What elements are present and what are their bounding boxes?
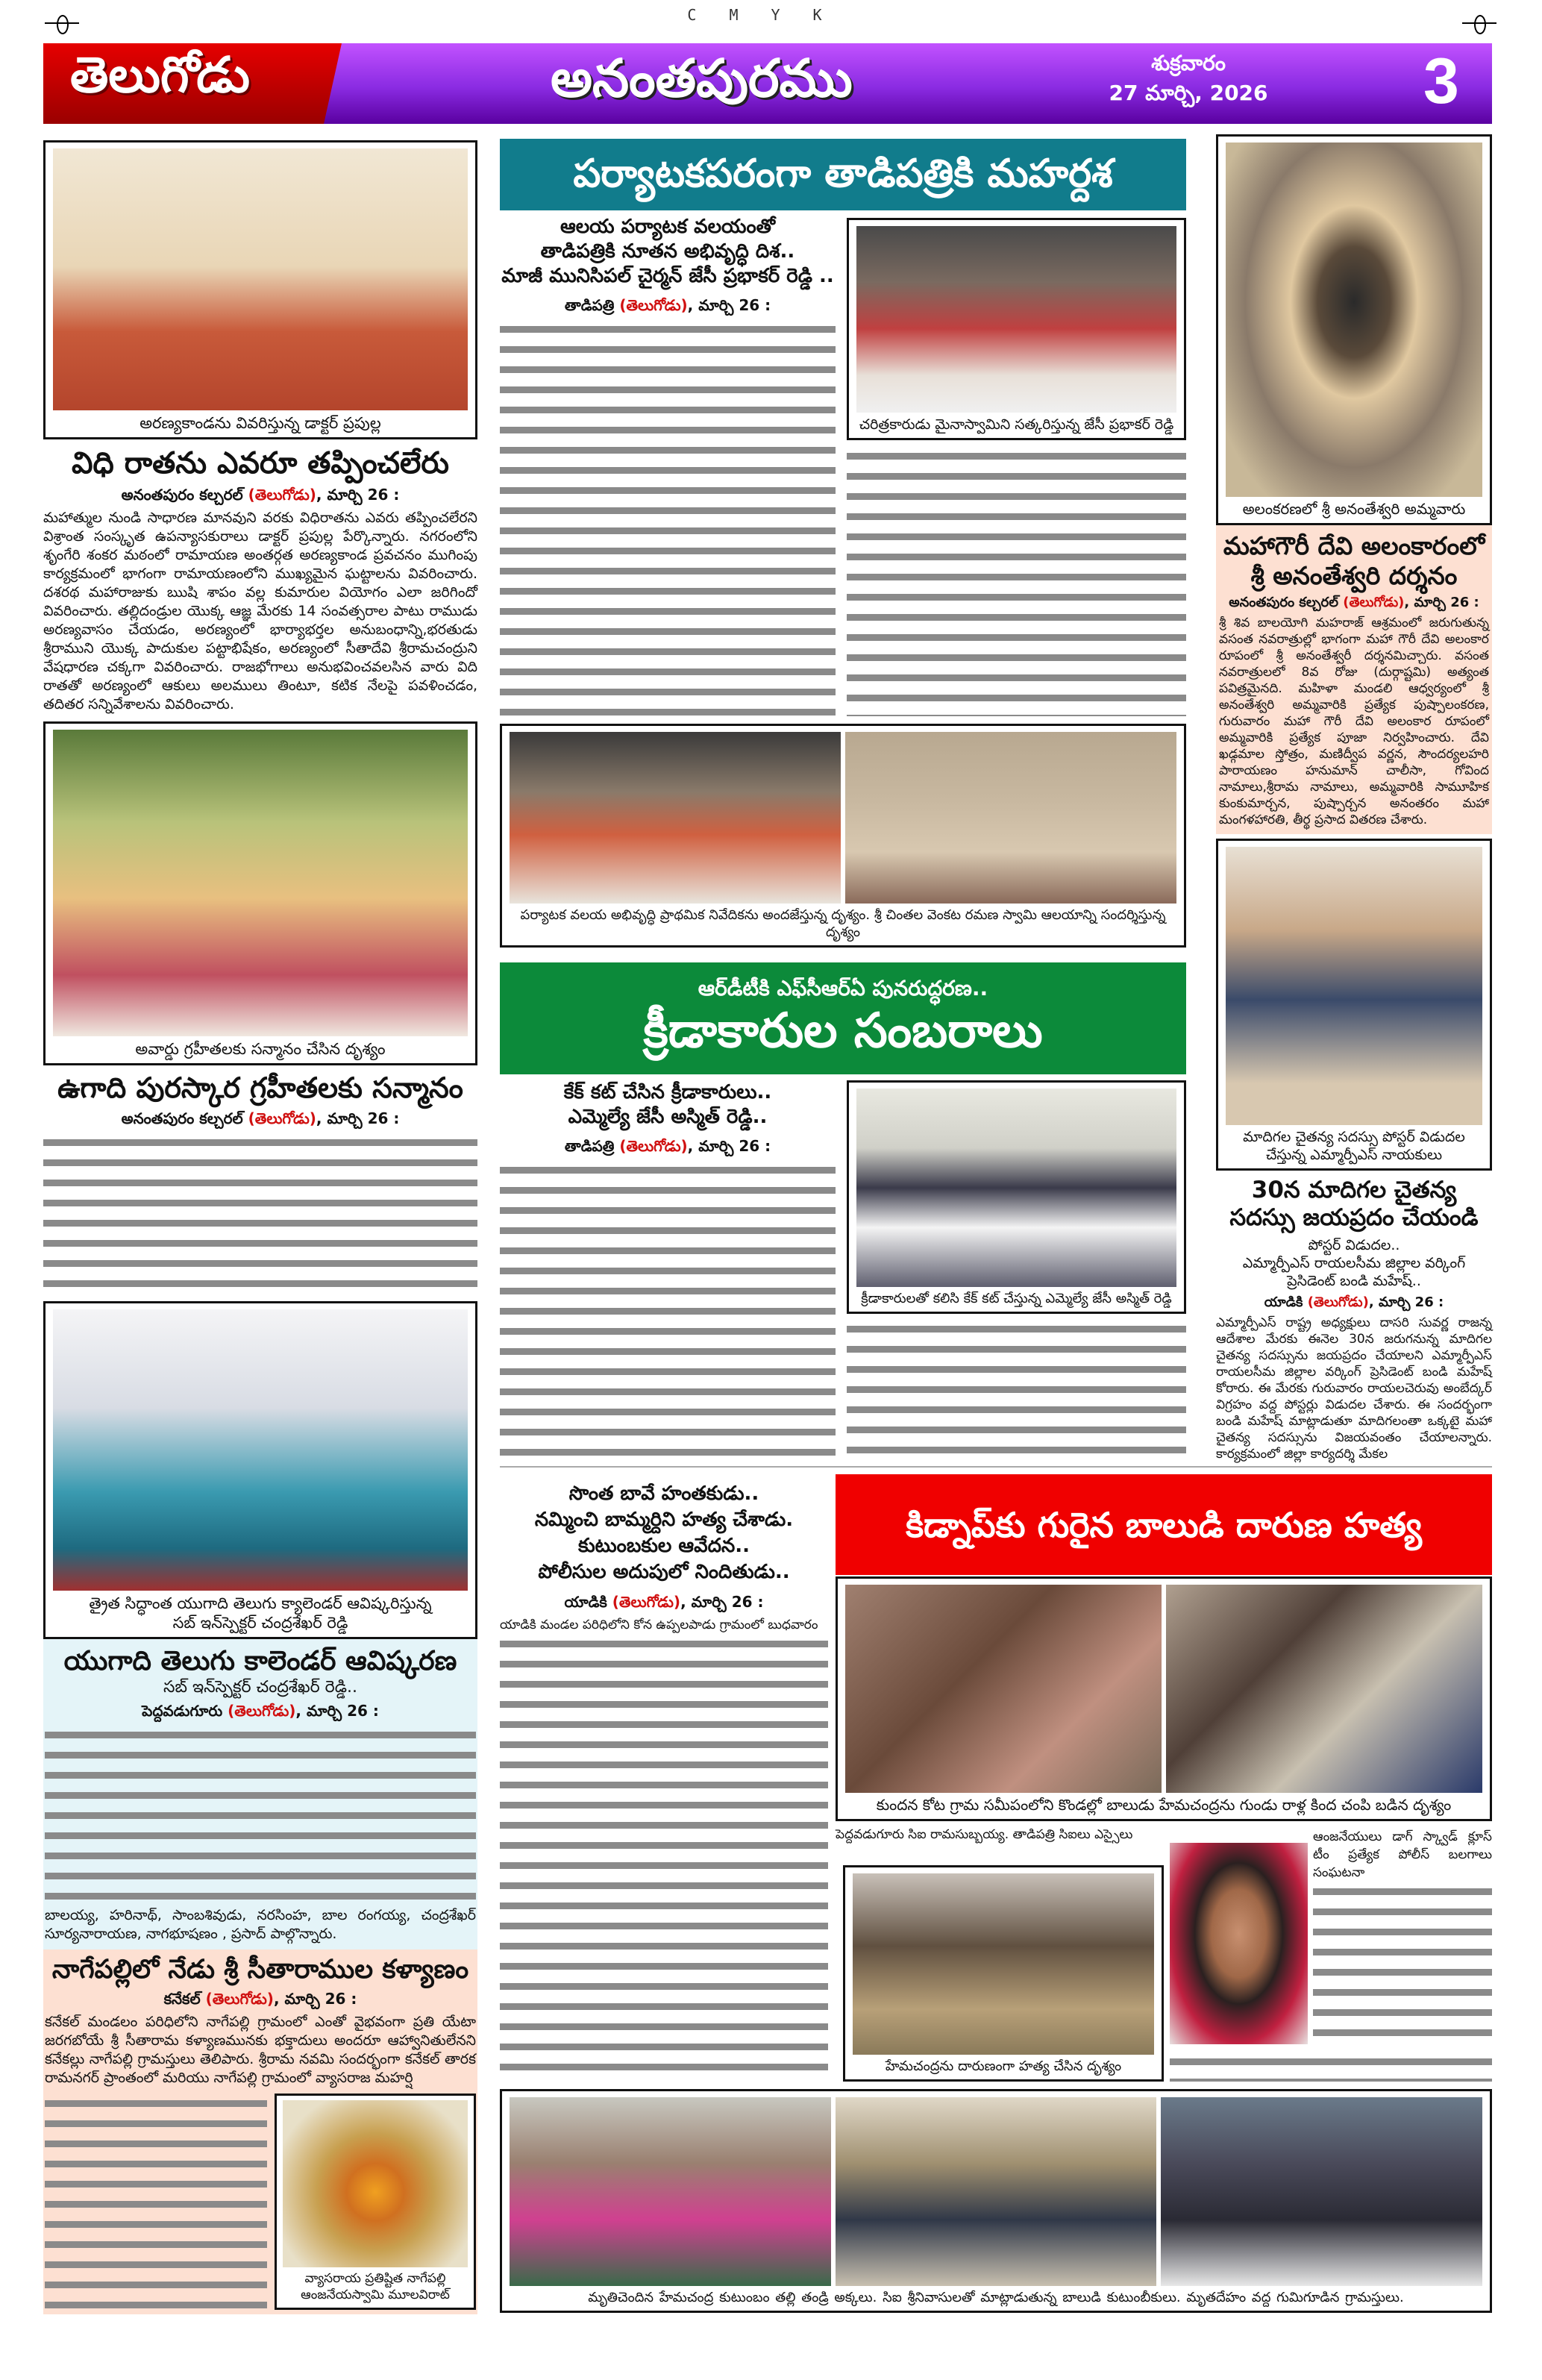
article-body: మహాత్ముల నుండి సాధారణ మానవుని వరకు విధిరాతను ఎవరు తప్పించలేరని విశ్రాంత సంస్కృత ఉపన్యాసకురాలు డాక్టర్ ప్రపుల్ల పేర్కొన్నారు. నగరంలోని శృంగేరి శంకర మఠంలో రామాయణ అంతర్గత అరణ్యకాండ ప్రవచనం ముగింపు కార్యక్రమంలో భాగంగా రామాయణంలోని ముఖ్యమైన ఘట్టాలను వివరించారు. దశరథ మహారాజుకు ఋషి శాపం వల్ల కుమారుల వియోగం ఎలా జరిగిందో వివరించారు. తల్లిదండ్రుల యొక్క ఆజ్ఞ మేరకు 14 సంవత్సరాల పాటు రాముడు అరణ్యవాసం చేయడం, అరణ్యంలో భార్యాభర్తల అనుబంధాన్ని,భరతుడు శ్రీరాముని యొక్క పాదుకుల పట్టాభిషేకం, అరణ్యంలో సీతాదేవి శ్రీరామచంద్రుని వేషధారణ చక్కగా వివరించారు. రాజభోగాలు అనుభవించవలసిన వారు విది రాతతో అరణ్యంలో ఆకులు అలములు తింటూ, కటిక నేలపై పవళించడం, తదితర సన్నివేశాలను వివరించారు.	[43, 509, 477, 713]
photo-cake-cutting	[856, 1089, 1176, 1287]
photo-family-with-ci	[836, 2097, 1157, 2286]
photo-caption: త్రైత సిద్ధాంత యుగాది తెలుగు క్యాలెండర్ ఆవిష్కరిస్తున్న	[89, 1594, 432, 1613]
photo-caption: సబ్ ఇన్‌స్పెక్టర్ చంద్రశేఖర్ రెడ్డి	[172, 1614, 348, 1632]
photo-box	[843, 1865, 1164, 2082]
photo-row	[510, 732, 1176, 904]
murder-article-left	[500, 1481, 828, 2082]
page-number: 3	[1423, 46, 1459, 117]
photo-villagers	[1161, 2097, 1482, 2286]
headline: 30న మాదిగల చైతన్య సదస్సు జయప్రదం చేయండి	[1229, 1176, 1479, 1231]
photo-box	[43, 721, 477, 1065]
photo-lecture	[53, 148, 468, 410]
banner-headline: కిడ్నాప్‌కు గురైన బాలుడి దారుణ హత్య	[836, 1474, 1492, 1575]
photo-caption: క్రీడాకారులతో కలిసి కేక్ కట్ చేస్తున్న ఎమ్మెల్యే జేసీ అస్మిత్ రెడ్డి	[861, 1291, 1172, 1306]
dateline: యాడికి (తెలుగోడు), మార్చి 26 :	[1264, 1294, 1444, 1310]
photo-box	[847, 1080, 1186, 1314]
photo-caption: అలంకరణలో శ్రీ అనంతేశ్వరి అమ్మవారు	[1242, 500, 1466, 519]
photo-caption: హేమచంద్రను దారుణంగా హత్య చేసిన దృశ్యం	[885, 2058, 1122, 2074]
banner-headline-box	[500, 962, 1186, 1074]
photo-crime-scene	[845, 1585, 1162, 1793]
article-body: పెద్దవడుగూరు సిఐ రామసుబ్బయ్య. తాడిపత్రి సిఐలు ఎస్సైలు	[836, 1827, 1133, 1842]
photo-row	[510, 2097, 1482, 2286]
left-column	[43, 140, 477, 2314]
photo-temple-visit	[845, 732, 1176, 904]
photo-caption: చరిత్రకారుడు మైనాస్వామిని సత్కరిస్తున్న జేసీ ప్రభాకర్ రెడ్డి	[859, 416, 1174, 433]
dateline: కనేకల్ (తెలుగోడు), మార్చి 26 :	[163, 1989, 357, 2008]
photo-caption: వ్యాసరాయ ప్రతిష్టిత నాగేపల్లి ఆంజనేయస్వామి మూలవిరాట్	[301, 2270, 450, 2302]
murder-article-right	[1313, 1828, 1492, 2044]
dateline: అనంతపురం కల్చరల్ (తెలుగోడు), మార్చి 26 :	[1229, 595, 1479, 611]
headline: నాగేపల్లిలో నేడు శ్రీ సీతారాముల కళ్యాణం	[51, 1954, 469, 1985]
article-body-text	[847, 446, 1186, 716]
dateline: అనంతపురం కల్చరల్ (తెలుగోడు), మార్చి 26 :	[121, 485, 400, 504]
article-box-calendar	[43, 1639, 477, 1950]
dateline: తాడిపత్రి (తెలుగోడు), మార్చి 26 :	[564, 1137, 771, 1155]
dateline: అనంతపురం కల్చరల్ (తెలుగోడు), మార్చి 26 :	[121, 1109, 400, 1128]
article-body-end: బాలయ్య, హరినాథ్, సాంబశివుడు, నరసింహ, బాల రంగయ్య, చంద్రశేఖర్ సూర్యనారాయణ, నాగభూషణం , ప్రసాద్ పాల్గొన్నారు.	[45, 1906, 476, 1942]
photo-caption: మాదిగల చైతన్య సదస్సు పోస్టర్ విడుదల	[1243, 1128, 1465, 1145]
photo-caption: చేస్తున్న ఎమ్మార్పీఎస్ నాయకులు	[1265, 1146, 1443, 1163]
article-body-text	[500, 1160, 836, 1458]
article-body-text	[847, 1319, 1186, 1458]
dateline: పెద్దవడుగూరు (తెలుగోడు), మార్చి 26 :	[142, 1701, 379, 1720]
photo-caption: పర్యాటక వలయ అభివృద్ధి ప్రాథమిక నివేదికను అందజేస్తున్న దృశ్యం. శ్రీ చింతల వెంకట రమణ స్వామి ఆలయాన్ని సందర్శిస్తున్న దృశ్యం	[520, 907, 1166, 940]
photo-row	[845, 1585, 1482, 1793]
article-body: శ్రీ శివ బాలయోగి మహరాజ్ ఆశ్రమంలో జరుగుతున్న వసంత నవరాత్రుల్లో భాగంగా మహా గౌరీ దేవి అలంకార రూపంలో శ్రీ అనంతేశ్వరీ దర్శనమిచ్చారు. వసంత నవరాత్రులలో 8వ రోజు (దుర్గాష్టమి) అత్యంత పవిత్రమైనది. మహిళా మండలి ఆధ్వర్యంలో శ్రీ అనంతేశ్వరి అమ్మవారికి ప్రత్యేక పుష్పాలంకరణ, గురువారం మహా గౌరీ దేవి అలంకార రూపంలో అమ్మవారికి ప్రత్యేక పూజా నిర్వహించారు. దేవి ఖడ్గమాల స్తోత్రం, మణిద్వీప వర్ణన, సౌందర్యలహరి పారాయణం హనుమాన్ చాలీసా, గోవింద నామాలు,శ్రీరామ నామాలు, అమ్మవారికి సామూహిక కుంకుమార్చన, పుష్పార్చన అనంతరం మహా మంగళహారతి, తీర్థ ప్రసాద వితరణ చేశారు.	[1219, 616, 1489, 828]
article-body: ఆంజనేయులు డాగ్ స్క్వాడ్ క్లూస్ టీం ప్రత్యేక పోలీస్ బలగాలు సంఘటనా	[1313, 1829, 1492, 1880]
photo-victim-family	[510, 2097, 831, 2286]
headline: యుగాది తెలుగు కాలెండర్ ఆవిష్కరణ	[63, 1646, 457, 1677]
subheadline: పోస్టర్ విడుదల.. ఎమ్మార్పీఎస్ రాయలసీమ జిల్లాల వర్కింగ్ ప్రెసిడెంట్ బండి మహేష్..	[1242, 1237, 1466, 1289]
masthead	[43, 43, 1492, 124]
dateline: యాడికి (తెలుగోడు), మార్చి 26 :	[564, 1593, 764, 1611]
photo-award-ceremony	[53, 730, 468, 1036]
photo-calendar-release	[53, 1309, 468, 1591]
subheadline: సొంత బావే హంతకుడు.. నమ్మించి బామ్మర్దిని హత్య చేశాడు. కుటుంబకుల ఆవేదన.. పోలీసుల అదుపులో నిందితుడు..	[534, 1482, 794, 1583]
photo-box	[43, 140, 477, 439]
kalyanam-lower	[45, 2094, 476, 2310]
banner-headline: పర్యాటకపరంగా తాడిపత్రికి మహర్దశ	[500, 139, 1186, 210]
photo-victim-boy	[1170, 1843, 1308, 2044]
newspaper-logo: తెలుగోడు	[70, 46, 250, 104]
section-title: అనంతపురము	[551, 48, 853, 109]
photo-strip	[836, 1576, 1492, 1821]
article-body-text	[45, 1725, 476, 1906]
article-body-text	[1170, 2052, 1492, 2082]
photo-poster-release	[1226, 847, 1482, 1124]
photo-caption: అవార్డు గ్రహీతలకు సన్మానం చేసిన దృశ్యం	[135, 1039, 386, 1058]
registration-mark-icon	[45, 6, 79, 40]
photo-box	[847, 218, 1186, 440]
kicker: ఆర్‌డీటీకి ఎఫ్‌సీఆర్‌ఏ పునరుద్ధరణ..	[698, 976, 988, 1000]
cmyk-marks: CMYK	[687, 6, 855, 24]
photo-strip	[500, 724, 1186, 948]
article-body-text	[43, 1133, 477, 1294]
headline: మహాగౌరీ దేవి అలంకారంలో శ్రీ అనంతేశ్వరి దర్శనం	[1223, 531, 1485, 590]
section-divider	[500, 1466, 1492, 1468]
article-box-kalyanam	[43, 1950, 477, 2314]
photo-murder-scene	[853, 1873, 1154, 2055]
article-body: కనేకల్ మండలం పరిధిలోని నాగేపల్లి గ్రామంలో ఎంతో వైభవంగా ప్రతి యేటా జరగబోయే శ్రీ సీతారామ కళ్యాణమునకు భక్తాదులు అందరూ ఆహ్వానితులేనని కనేకల్లు నాగేపల్లి గ్రామస్తులు తెలిపారు. శ్రీరామ నవమి సందర్భంగా కనేకల్ తారక రామనగర్ ప్రాంతంలో మరియు నాగేపల్లి గ్రామంలో వ్యాసరాజ మహర్షి	[45, 2013, 476, 2086]
photo-caption: మృతిచెందిన హేమచంద్ర కుటుంబం తల్లి తండ్రి అక్కలు. సిఐ శ్రీనివాసులతో మాట్లాడుతున్న బాలుడి కుటుంబీకులు. మృతదేహం వద్ద గుమిగూడిన గ్రామస్తులు.	[588, 2290, 1404, 2305]
photo-box	[1216, 839, 1492, 1170]
article-body-text	[500, 319, 836, 722]
photo-box	[43, 1301, 477, 1639]
subheadline: కేక్ కట్ చేసిన క్రీడాకారులు.. ఎమ్మెల్యే జేసీ అస్మిత్ రెడ్డి..	[563, 1081, 772, 1128]
issue-date: 27 మార్చి, 2026	[1109, 81, 1268, 105]
photo-box	[275, 2094, 476, 2310]
photo-strip	[500, 2089, 1492, 2313]
photo-anjaneya-idol	[283, 2100, 468, 2267]
subheadline: ఆలయ పర్యాటక వలయంతో తాడిపత్రికి నూతన అభివృద్ధి దిశ.. మాజీ మునిసిపల్ చైర్మన్ జేసీ ప్రభాకర్ రెడ్డి ..	[501, 216, 834, 287]
article-body: ఎమ్మార్పీఎస్ రాష్ట్ర అధ్యక్షులు దాసరి సువర్ణ రాజన్న ఆదేశాల మేరకు ఈనెల 30న జరుగనున్న మాదిగల చైతన్య సదస్సును జయప్రదం చేయాలని ఎమ్మార్పీఎస్ రాయలసీమ జిల్లాల వర్కింగ్ ప్రెసిడెంట్ బండి మహేష్ కోరారు. ఈ మేరకు గురువారం రాయలచెరువు అంబేద్కర్ విగ్రహం వద్ద పోస్టర్లు విడుదల చేశారు. ఈ సందర్భంగా బండి మహేష్ మాట్లాడుతూ మాదిగలంతా ఒక్కటై మహా చైతన్య సదస్సును విజయవంతం చేయాలన్నారు. కార్యక్రమంలో జిల్లా కార్యదర్శి మేకల	[1216, 1315, 1492, 1462]
banner-headline: క్రీడాకారుల సంబరాలు	[643, 1003, 1043, 1059]
headline: విధి రాతను ఎవరూ తప్పించలేరు	[72, 445, 449, 480]
article-body-text	[500, 1634, 828, 2082]
photo-report-submission	[510, 732, 841, 904]
photo-felicitation	[856, 226, 1176, 413]
registration-mark-icon	[1462, 6, 1496, 40]
article-body-text	[1313, 1882, 1492, 2044]
photo-crime-scene	[1166, 1585, 1482, 1793]
headline: ఉగాది పురస్కార గ్రహీతలకు సన్మానం	[57, 1071, 463, 1104]
right-column	[1216, 134, 1492, 1462]
dateline: తాడిపత్రి (తెలుగోడు), మార్చి 26 :	[564, 296, 771, 314]
issue-day: శుక్రవారం	[1151, 51, 1226, 75]
article-body-text	[45, 2094, 267, 2310]
subheadline: సబ్ ఇన్‌స్పెక్టర్ చంద్రశేఖర్ రెడ్డి..	[163, 1677, 357, 1697]
photo-caption: అరణ్యకాండను వివరిస్తున్న డాక్టర్ ప్రపుల్ల	[140, 413, 381, 432]
photo-goddess-idol	[1226, 143, 1482, 497]
article-body: యాడికి మండల పరిధిలోని కోన ఉప్పలపాడు గ్రామంలో బుధవారం	[500, 1618, 818, 1632]
sports-article-left	[500, 1080, 836, 1458]
photo-box	[1216, 134, 1492, 525]
article-box-darshanam	[1216, 525, 1492, 834]
tourism-article-left	[500, 215, 836, 722]
photo-caption: కుందన కోట గ్రామ సమీపంలోని కొండల్లో బాలుడు హేమచంద్రను గుండు రాళ్ల కింద చంపి బడిన దృశ్యం	[876, 1796, 1452, 1814]
